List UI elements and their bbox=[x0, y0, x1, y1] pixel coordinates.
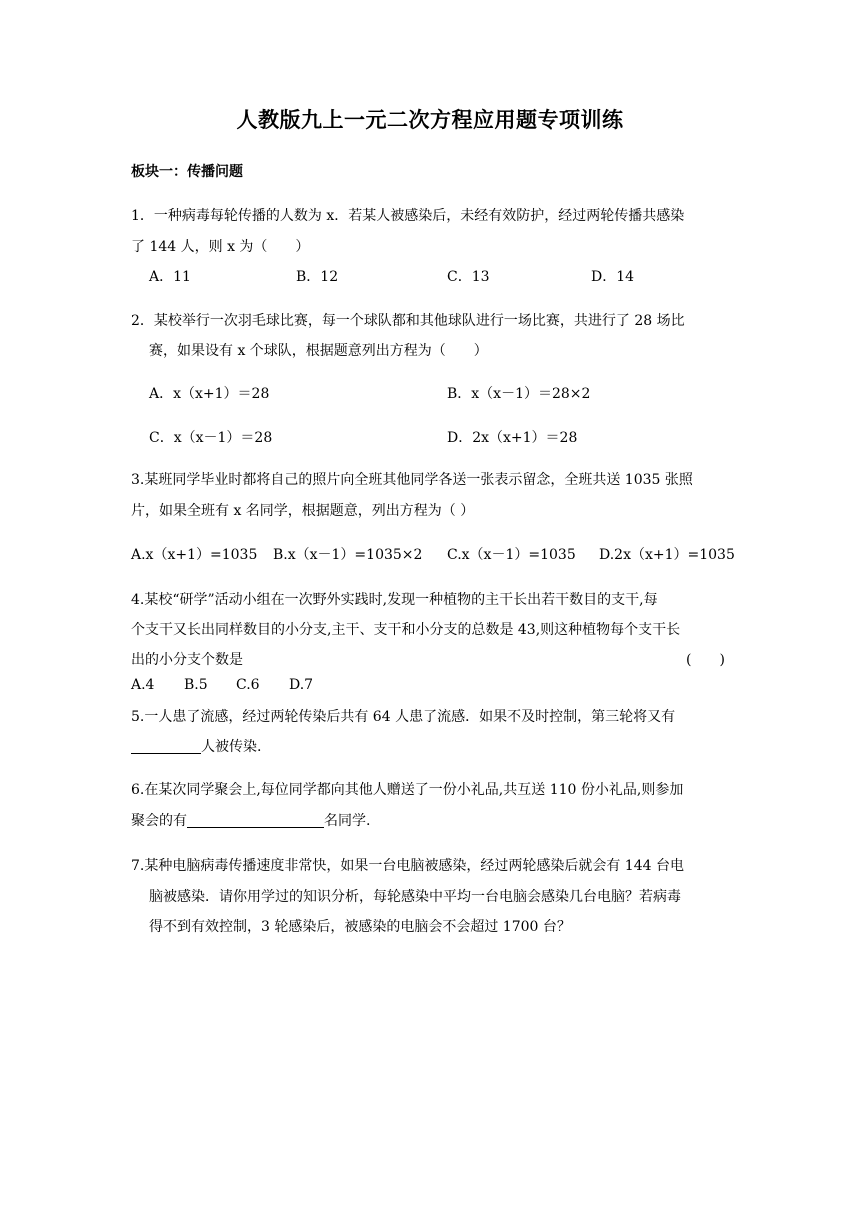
question-6-line-1: 6.在某次同学聚会上,每位同学都向其他人赠送了一份小礼品,共互送 110 份小礼品,则参加 bbox=[131, 782, 684, 798]
question-2-option-d: D．2x（x+1）＝28 bbox=[447, 430, 578, 446]
question-2-option-a: A．x（x+1）＝28 bbox=[149, 386, 270, 402]
question-4-line-1: 4.某校“研学”活动小组在一次野外实践时,发现一种植物的主干长出若干数目的支干,每 bbox=[131, 592, 658, 608]
question-4-line-2: 个支干又长出同样数目的小分支,主干、支干和小分支的总数是 43,则这种植物每个支干长 bbox=[131, 622, 681, 638]
question-5-line-2 bbox=[131, 736, 261, 756]
question-6-prefix: 聚会的有 bbox=[131, 813, 187, 829]
question-4-line-3: 出的小分支个数是 bbox=[131, 652, 243, 668]
question-2-option-c: C．x（x－1）＝28 bbox=[149, 430, 273, 446]
question-3-option-a: A.x（x+1）=1035 bbox=[131, 547, 258, 563]
page-title: 人教版九上一元二次方程应用题专项训练 bbox=[236, 108, 624, 132]
question-3-option-d: D.2x（x+1）=1035 bbox=[599, 547, 735, 563]
question-1-option-a: A．11 bbox=[149, 269, 191, 285]
section-heading: 板块一：传播问题 bbox=[131, 164, 243, 180]
question-5-line-1: 5.一人患了流感，经过两轮传染后共有 64 人患了流感．如果不及时控制，第三轮将又有 bbox=[131, 709, 676, 725]
question-3-line-1: 3.某班同学毕业时都将自己的照片向全班其他同学各送一张表示留念，全班共送 1035 张照 bbox=[131, 472, 693, 488]
question-2-line-1: 2．某校举行一次羽毛球比赛，每一个球队都和其他球队进行一场比赛，共进行了 28 场比 bbox=[131, 313, 685, 329]
question-1-line-1: 1．一种病毒每轮传播的人数为 x．若某人被感染后，未经有效防护，经过两轮传播共感染 bbox=[131, 208, 685, 224]
question-7-line-3: 得不到有效控制，3 轮感染后，被感染的电脑会不会超过 1700 台？ bbox=[149, 919, 571, 935]
question-6-line-2 bbox=[131, 810, 370, 830]
question-3-line-2: 片，如果全班有 x 名同学，根据题意，列出方程为（ ） bbox=[131, 503, 475, 519]
answer-blank[interactable] bbox=[131, 738, 201, 754]
question-4-answer-paren: ( ) bbox=[686, 652, 725, 668]
question-7-line-2: 脑被感染．请你用学过的知识分析，每轮感染中平均一台电脑会感染几台电脑？若病毒 bbox=[149, 889, 681, 905]
question-1-line-2: 了 144 人，则 x 为（ ） bbox=[131, 239, 310, 255]
question-1-option-c: C．13 bbox=[447, 269, 490, 285]
question-7-line-1: 7.某种电脑病毒传播速度非常快，如果一台电脑被感染，经过两轮感染后就会有 144 台电 bbox=[131, 858, 684, 874]
question-1-option-d: D．14 bbox=[591, 269, 635, 285]
question-3-option-c: C.x（x－1）=1035 bbox=[447, 547, 576, 563]
question-4-option-b: B.5 bbox=[184, 677, 208, 693]
question-6-suffix: 名同学. bbox=[324, 813, 371, 829]
question-4-option-d: D.7 bbox=[289, 677, 314, 693]
question-2-line-2: 赛，如果设有 x 个球队，根据题意列出方程为（ ） bbox=[149, 343, 488, 359]
answer-blank[interactable] bbox=[187, 812, 324, 828]
question-1-option-b: B．12 bbox=[296, 269, 339, 285]
question-4-option-a: A.4 bbox=[131, 677, 155, 693]
question-3-option-b: B.x（x－1）=1035×2 bbox=[273, 547, 423, 563]
question-5-suffix: 人被传染. bbox=[201, 739, 262, 755]
question-4-option-c: C.6 bbox=[236, 677, 260, 693]
question-2-option-b: B．x（x－1）＝28×2 bbox=[447, 386, 591, 402]
